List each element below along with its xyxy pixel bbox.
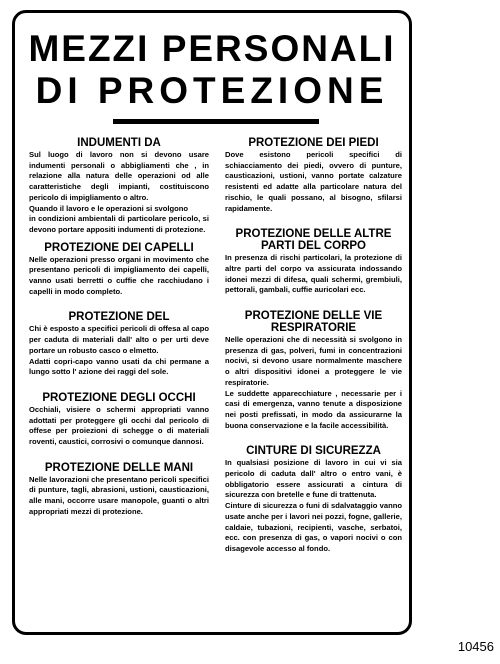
left-column (29, 137, 209, 518)
sign-title-line1: MEZZI PERSONALI (28, 28, 396, 69)
section-occhi (29, 392, 209, 448)
section-heading: PROTEZIONE DELLE ALTRE PARTI DEL CORPO (235, 228, 392, 253)
sign-panel (12, 10, 412, 635)
section-piedi (225, 137, 402, 214)
section-text: Nelle operazioni presso organi in movimento che presentano pericoli di impigliamento dei capelli, vanno usati berretti o cuffie che racchiudano i capelli in modo completo. (29, 254, 209, 296)
section-heading: PROTEZIONE DEI PIEDI (248, 137, 379, 149)
section-text: In presenza di rischi particolari, la protezione di altre parti del corpo va assicurata indossando idonei mezzi di difesa, quali schermi, grembiuli, pettorali, gambali, cuffie auricolari ecc. (225, 253, 402, 295)
product-code: 10456 (457, 639, 494, 654)
section-text: Dove esistono pericoli specifici di schiacciamento dei piedi, ovvero di punture, causticazioni, ustioni, vanno portate calzature resistenti ed adatte alla particolare natura del rischio, le quali possano, al bisogno, sfilarsi rapidamente. (225, 150, 402, 213)
section-altre-parti (225, 228, 402, 296)
section-text: Nelle lavorazioni che presentano pericoli specifici di punture, tagli, abrasioni, ustioni, causticazioni, alle mani, occorre usare manopole, guanti o altri appropriati mezzi di protezione. (29, 474, 209, 516)
section-heading: PROTEZIONE DEI CAPELLI (44, 241, 194, 254)
section-heading: PROTEZIONE DELLE MANI (44, 461, 194, 474)
section-text: Occhiali, visiere o schermi appropriati vanno adottati per proteggere gli occhi dal pericolo di offese per proiezioni di schegge o di materiali roventi, caustici, corrosivi o comunque dannosi. (29, 404, 209, 447)
sign-title-line2: DI PROTEZIONE (35, 70, 389, 111)
section-text: Nelle operazioni che di necessità si svolgono in presenza di gas, polveri, fumi in concentrazioni nocivi, si devono usare normalmente maschere o altri dispositivi idonei a proteggere le vie respiratorie. Le suddette apparecchiature , necessarie per i casi di emergenza, vanno tenute a disposizione nei posti prefissati, in modo da assicurarne la buona conservazione e la facile accessibilità. (225, 335, 402, 430)
section-text: Chi è esposto a specifici pericoli di offesa al capo per caduta di materiali dall' alto o per urti deve portare un robusto casco o elmetto. Adatti copri-capo vanno usati da chi permane a lungo sotto l' azione dei raggi del sole. (29, 324, 209, 377)
section-capelli (29, 242, 209, 298)
section-cinture (225, 445, 402, 554)
section-mani (29, 462, 209, 518)
section-heading: CINTURE DI SICUREZZA (246, 445, 381, 458)
section-text: In qualsiasi posizione di lavoro in cui vi sia pericolo di caduta dall' altro o entro vani, è obbligatorio essere assicurati a cintura di sicurezza con bretelle e fune di trattenuta. Cinture di sicurezza o funi di sdalvataggio vanno usate anche per i lavori nei pozzi, fogne, gallerie, caldaie, tubazioni, recipienti, vasche, serbatoi, ecc. con presenza di gas, o vapori nocivi o con disagevole accesso al fondo. (225, 458, 402, 553)
section-vie-respiratorie (225, 310, 402, 431)
section-heading: PROTEZIONE DELLE VIE RESPIRATORIE (244, 310, 383, 335)
title-divider (113, 119, 319, 124)
right-column (225, 137, 402, 555)
section-capo (29, 311, 209, 378)
section-heading: INDUMENTI DA (77, 137, 161, 149)
section-heading: PROTEZIONE DEL (68, 311, 170, 324)
section-indumenti (29, 137, 209, 236)
section-heading: PROTEZIONE DEGLI OCCHI (42, 391, 196, 404)
section-text: Sul luogo di lavoro non si devono usare indumenti personali o abbigliamenti che , in relazione alla natura delle operazioni od alle caratteristiche degli impianti, costituiscono pericolo di impigliamento o altro. Quando il lavoro e le operazioni si svolgono in condizioni ambientali di particolare pericolo, si devono portare appositi indumenti di protezione. (29, 150, 209, 234)
